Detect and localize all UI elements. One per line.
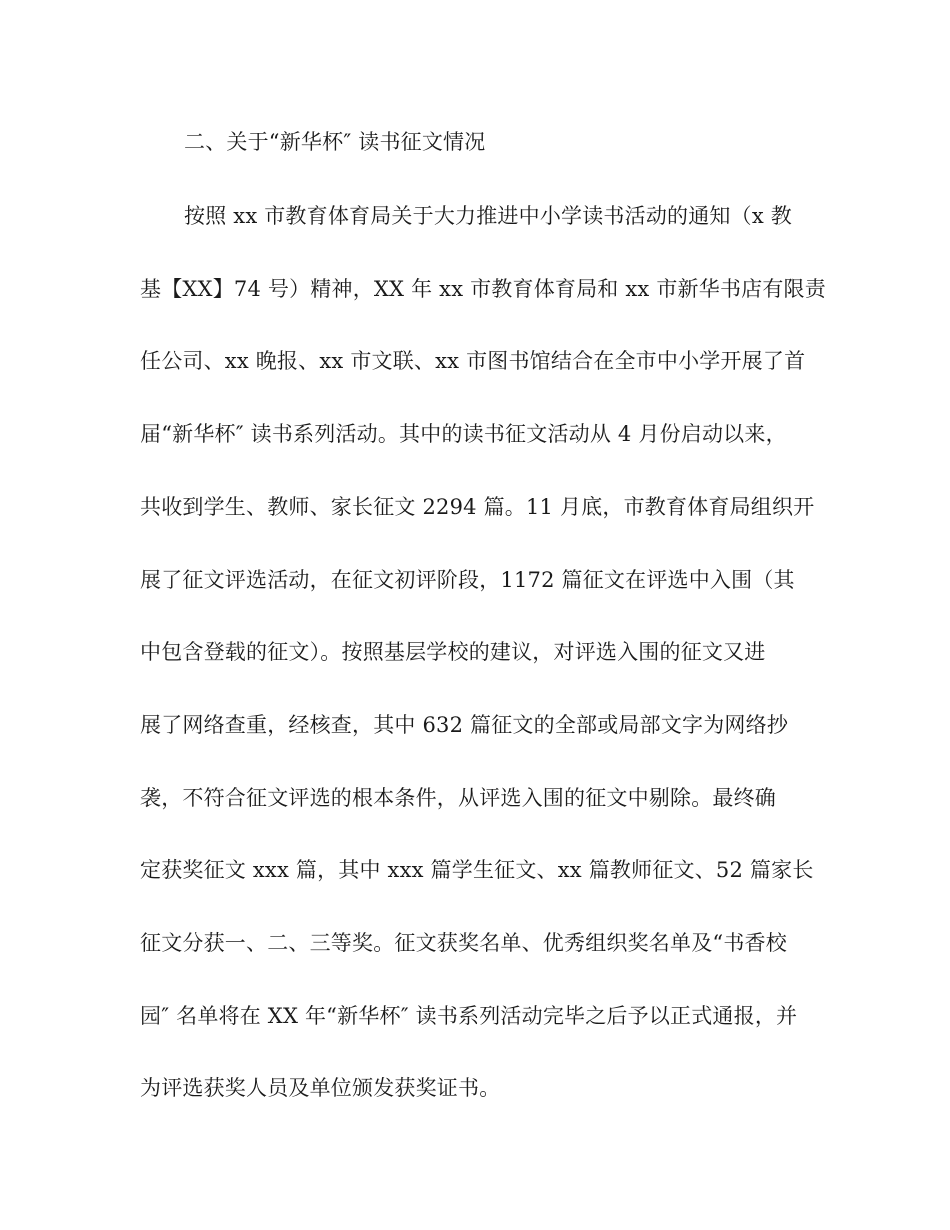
section-heading: 二、关于“新华杯″ 读书征文情况 [184,130,486,154]
paragraph-line: 袭，不符合征文评选的根本条件，从评选入围的征文中剔除。最终确 [140,786,776,810]
paragraph-line: 共收到学生、教师、家长征文 2294 篇。11 月底，市教育体育局组织开 [140,495,815,519]
paragraph-line: 定获奖征文 xxx 篇，其中 xxx 篇学生征文、xx 篇教师征文、52 篇家长 [140,858,814,882]
paragraph-line: 任公司、xx 晚报、xx 市文联、xx 市图书馆结合在全市中小学开展了首 [140,349,806,373]
paragraph-line: 展了征文评选活动，在征文初评阶段，1172 篇征文在评选中入围（其 [140,568,795,592]
paragraph-line: 征文分获一、二、三等奖。征文获奖名单、优秀组织奖名单及“书香校 [140,931,787,955]
paragraph-line: 展了网络查重，经核查，其中 632 篇征文的全部或局部文字为网络抄 [140,713,789,737]
paragraph-line: 为评选获奖人员及单位颁发获奖证书。 [140,1076,501,1100]
paragraph-line: 园″ 名单将在 XX 年“新华杯″ 读书系列活动完毕之后予以正式通报，并 [140,1004,798,1028]
paragraph-line: 基【XX】74 号）精神，XX 年 xx 市教育体育局和 xx 市新华书店有限责 [140,277,826,301]
paragraph-line: 中包含登载的征文）。按照基层学校的建议，对评选入围的征文又进 [140,640,766,664]
paragraph-line: 届“新华杯″ 读书系列活动。其中的读书征文活动从 4 月份启动以来， [140,422,787,446]
paragraph-line: 按照 xx 市教育体育局关于大力推进中小学读书活动的通知（x 教 [184,204,792,228]
